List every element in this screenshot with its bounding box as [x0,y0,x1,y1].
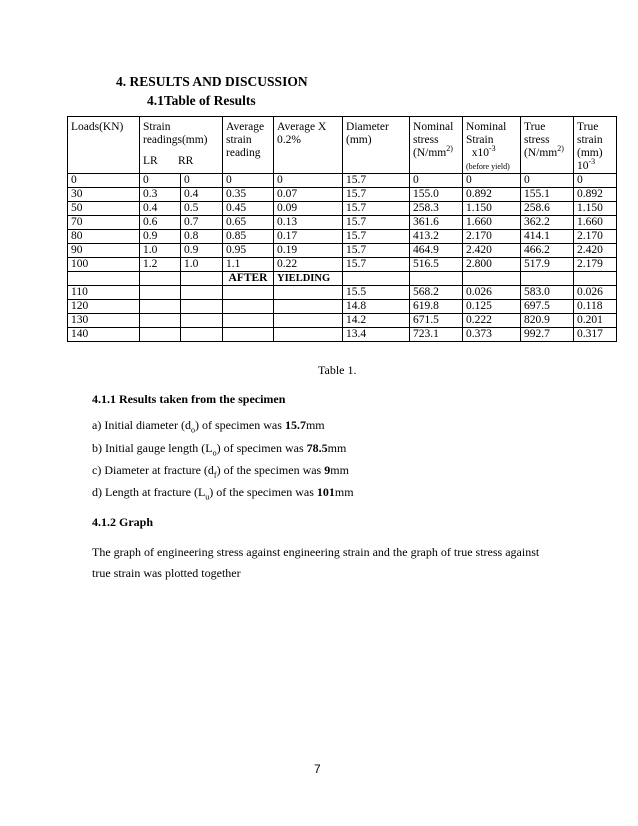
table-row [68,188,617,202]
table-cell: 0.6 [140,216,181,230]
table-cell: 568.2 [410,286,463,300]
table-cell: 0 [274,174,343,188]
table-cell: 361.6 [410,216,463,230]
table-cell: 80 [68,230,140,244]
table-row [68,244,617,258]
header-diameter: Diameter (mm) [343,117,410,174]
result-item-c: c) Diameter at fracture $(d_f)$ of the specimen was 9mm [92,463,349,480]
table-cell: 2.179 [574,258,617,272]
table-row [68,230,617,244]
table-caption: Table 1. [318,363,357,377]
table-cell: 414.1 [521,230,574,244]
table-cell [223,328,274,342]
table-cell: 0.118 [574,300,617,314]
table-cell: 14.2 [343,314,410,328]
table-cell: 1.150 [463,202,521,216]
header-loads: Loads(KN) [68,117,140,174]
table-cell: 155.1 [521,188,574,202]
table-cell: 15.7 [343,188,410,202]
table-cell: 0.22 [274,258,343,272]
table-cell: 0 [68,174,140,188]
table-cell [223,286,274,300]
table-cell: 0 [181,174,223,188]
table-cell: 0.201 [574,314,617,328]
table-row [68,286,617,300]
header-nominal-strain: Nominal Strain $x10^{-3}$ (before yield) [463,117,521,174]
table-cell: 1.150 [574,202,617,216]
table-cell: 15.7 [343,258,410,272]
table-cell: 140 [68,328,140,342]
table-cell [223,300,274,314]
results-subsection-heading: 4.1.1 Results taken from the specimen [92,392,286,406]
header-true-strain: True strain (mm) $10^{-3}$ [574,117,617,174]
table-cell: 155.0 [410,188,463,202]
table-cell: 0.3 [140,188,181,202]
table-cell: 0 [410,174,463,188]
table-cell: 70 [68,216,140,230]
table-row [68,328,617,342]
yielding-label: YIELDING [274,272,343,286]
table-cell [181,300,223,314]
table-cell: 15.7 [343,244,410,258]
table-cell: 0.09 [274,202,343,216]
table-cell: 0.45 [223,202,274,216]
table-cell: 619.8 [410,300,463,314]
section-heading: 4. RESULTS AND DISCUSSION [116,74,308,89]
table-row [68,202,617,216]
table-cell: 0.125 [463,300,521,314]
table-row [68,300,617,314]
header-row [68,117,617,174]
graph-paragraph-line-2: true strain was plotted together [92,566,241,580]
table-cell: 0 [140,174,181,188]
table-cell: 15.7 [343,230,410,244]
table-cell: 0.65 [223,216,274,230]
table-cell: 0.4 [140,202,181,216]
table-cell: 15.7 [343,202,410,216]
table-cell: 0.95 [223,244,274,258]
after-yielding-row [68,272,617,286]
table-cell: 0.4 [181,188,223,202]
table-cell: 0.9 [140,230,181,244]
table-cell: 0.9 [181,244,223,258]
table-cell: 0 [574,174,617,188]
table-cell: 15.7 [343,216,410,230]
table-cell: 0.07 [274,188,343,202]
table-cell [181,286,223,300]
table-row [68,258,617,272]
table-cell [140,314,181,328]
table-cell: 130 [68,314,140,328]
table-cell: 0.5 [181,202,223,216]
table-cell: 0.7 [181,216,223,230]
table-cell: 2.420 [463,244,521,258]
table-cell: 0.317 [574,328,617,342]
table-row [68,216,617,230]
table-cell: 30 [68,188,140,202]
table-cell: 120 [68,300,140,314]
table-cell: 258.3 [410,202,463,216]
table-cell: 1.1 [223,258,274,272]
table-cell [223,314,274,328]
table-cell: 0.13 [274,216,343,230]
table-cell: 0.892 [463,188,521,202]
strain-readings-label: Strain readings(mm) [143,121,208,146]
table-cell: 516.5 [410,258,463,272]
header-true-stress: True stress ($N/mm^{2)}$ [521,117,574,174]
table-cell: 2.170 [463,230,521,244]
table-cell: 583.0 [521,286,574,300]
table-cell [181,314,223,328]
results-table [67,116,617,342]
table-cell: 671.5 [410,314,463,328]
header-strain-readings [140,117,223,174]
table-cell: 1.0 [181,258,223,272]
table-cell: 14.8 [343,300,410,314]
table-cell [140,328,181,342]
table-cell: 0.17 [274,230,343,244]
table-cell: 15.7 [343,174,410,188]
header-nominal-stress: Nominal stress ($N/mm^{2)}$ [410,117,463,174]
table-cell: 0.026 [574,286,617,300]
table-cell: 820.9 [521,314,574,328]
table-cell: 0 [521,174,574,188]
table-cell: 517.9 [521,258,574,272]
table-cell: 0.892 [574,188,617,202]
table-cell: 992.7 [521,328,574,342]
table-cell [140,300,181,314]
table-cell: 258.6 [521,202,574,216]
table-cell: 723.1 [410,328,463,342]
table-cell [181,328,223,342]
table-cell: 2.420 [574,244,617,258]
table-cell: 413.2 [410,230,463,244]
header-average-strain: Average strain reading [223,117,274,174]
result-item-b: b) Initial gauge length $(L_o)$ of specimen was 78.5mm [92,441,347,458]
after-label: AFTER [223,272,274,286]
table-cell: 0.373 [463,328,521,342]
header-rr: RR [178,155,194,167]
table-cell [274,286,343,300]
table-row [68,174,617,188]
table-cell [140,286,181,300]
result-item-d: d) Length at fracture $(L_u)$ of the specimen was 101mm [92,485,354,502]
table-cell: 464.9 [410,244,463,258]
table-cell: 2.170 [574,230,617,244]
result-item-a: a) Initial diameter $(d_o)$ of specimen was 15.7mm [92,418,325,435]
table-cell: 0.8 [181,230,223,244]
table-cell: 50 [68,202,140,216]
table-cell: 0 [463,174,521,188]
header-lr: LR [143,155,158,167]
table-heading: 4.1Table of Results [147,93,256,108]
table-cell: 1.2 [140,258,181,272]
table-cell: 110 [68,286,140,300]
table-cell: 0.19 [274,244,343,258]
table-cell: 1.660 [463,216,521,230]
table-cell: 15.5 [343,286,410,300]
table-cell: 466.2 [521,244,574,258]
table-cell: 0.85 [223,230,274,244]
table-cell: 90 [68,244,140,258]
table-cell: 697.5 [521,300,574,314]
table-cell: 100 [68,258,140,272]
table-row [68,314,617,328]
page-number: 7 [314,762,321,776]
table-cell [274,328,343,342]
table-cell: 0.026 [463,286,521,300]
table-cell: 0.222 [463,314,521,328]
graph-paragraph-line-1: The graph of engineering stress against engineering strain and the graph of true stress against [92,545,540,559]
graph-subsection-heading: 4.1.2 Graph [92,515,154,529]
header-average-x: Average X 0.2% [274,117,343,174]
table-cell: 1.660 [574,216,617,230]
table-cell: 0 [223,174,274,188]
table-cell: 13.4 [343,328,410,342]
table-cell: 2.800 [463,258,521,272]
table-cell: 362.2 [521,216,574,230]
table-cell [274,314,343,328]
table-cell [274,300,343,314]
table-cell: 1.0 [140,244,181,258]
table-cell: 0.35 [223,188,274,202]
